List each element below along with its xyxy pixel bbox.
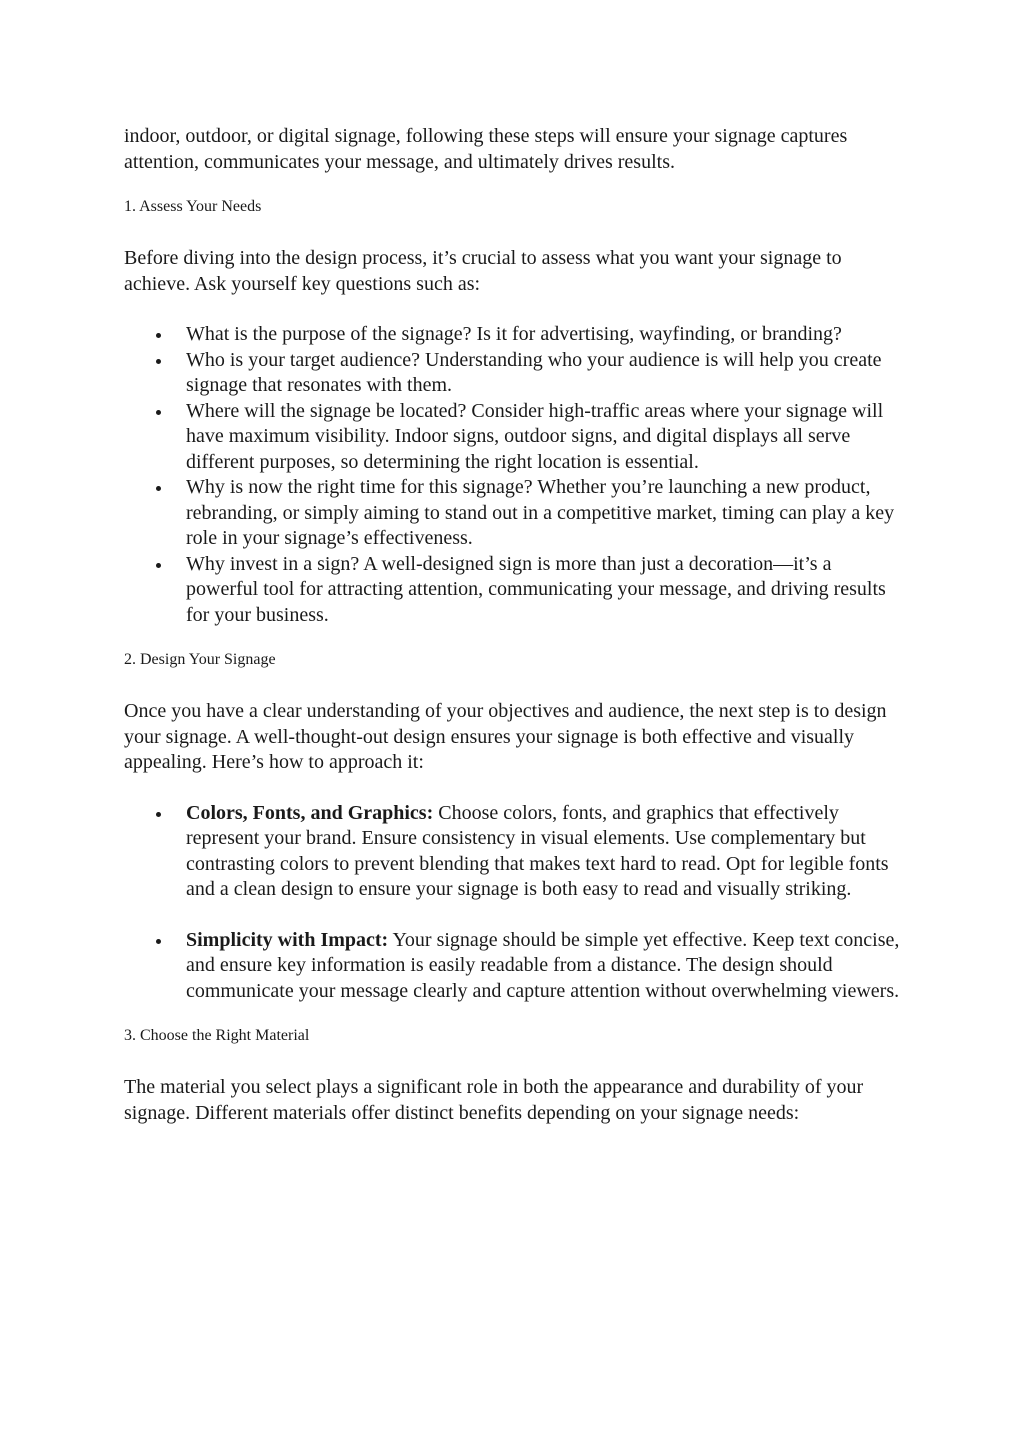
section-2-paragraph: Once you have a clear understanding of your objectives and audience, the next step is to design your signage. A well-thought-out design ensures your signage is both effective and visually appealing. Here’s how to approach it: <box>124 700 887 773</box>
document-page <box>124 124 904 1126</box>
list-item: Why is now the right time for this signage? Whether you’re launching a new product, rebranding, or simply aiming to stand out in a competitive market, timing can play a key role in your signage’s effectiveness. <box>186 475 904 552</box>
list-item: What is the purpose of the signage? Is it for advertising, wayfinding, or branding? <box>186 322 904 348</box>
section-2-heading: 2. Design Your Signage <box>124 651 276 668</box>
section-1-paragraph: Before diving into the design process, it’s crucial to assess what you want your signage to achieve. Ask yourself key questions such as: <box>124 247 842 295</box>
section-1-heading: 1. Assess Your Needs <box>124 198 262 215</box>
list-item: Simplicity with Impact: Your signage should be simple yet effective. Keep text concise, and ensure key information is easily readable from a distance. The design should communicate your message clearly and capture attention without overwhelming viewers. <box>186 928 904 1005</box>
intro-paragraph: indoor, outdoor, or digital signage, following these steps will ensure your signage captures attention, communicates your message, and ultimately drives results. <box>124 125 848 173</box>
bullet-icon <box>156 410 161 415</box>
section-3-heading: 3. Choose the Right Material <box>124 1027 310 1044</box>
section-1-bullet-list <box>124 322 904 628</box>
bullet-icon <box>156 939 161 944</box>
bullet-bold-lead: Colors, Fonts, and Graphics: <box>186 801 434 824</box>
bullet-icon <box>156 812 161 817</box>
bullet-icon <box>156 333 161 338</box>
bullet-bold-lead: Simplicity with Impact: <box>186 928 389 951</box>
list-item: Where will the signage be located? Consider high-traffic areas where your signage will have maximum visibility. Indoor signs, outdoor signs, and digital displays all serve different purposes, so determining the right location is essential. <box>186 399 904 476</box>
list-item: Colors, Fonts, and Graphics: Choose colors, fonts, and graphics that effectively represent your brand. Ensure consistency in visual elements. Use complementary but contrasting colors to prevent blending that makes text hard to read. Opt for legible fonts and a clean design to ensure your signage is both easy to read and visually striking. <box>186 801 904 903</box>
section-3-paragraph: The material you select plays a significant role in both the appearance and durability of your signage. Different materials offer distinct benefits depending on your signage needs: <box>124 1076 864 1124</box>
bullet-icon <box>156 486 161 491</box>
bullet-icon <box>156 563 161 568</box>
list-item: Who is your target audience? Understanding who your audience is will help you create signage that resonates with them. <box>186 348 904 399</box>
bullet-icon <box>156 359 161 364</box>
section-2-bullet-list <box>124 801 904 1005</box>
list-item: Why invest in a sign? A well-designed sign is more than just a decoration—it’s a powerful tool for attracting attention, communicating your message, and driving results for your business. <box>186 552 904 629</box>
